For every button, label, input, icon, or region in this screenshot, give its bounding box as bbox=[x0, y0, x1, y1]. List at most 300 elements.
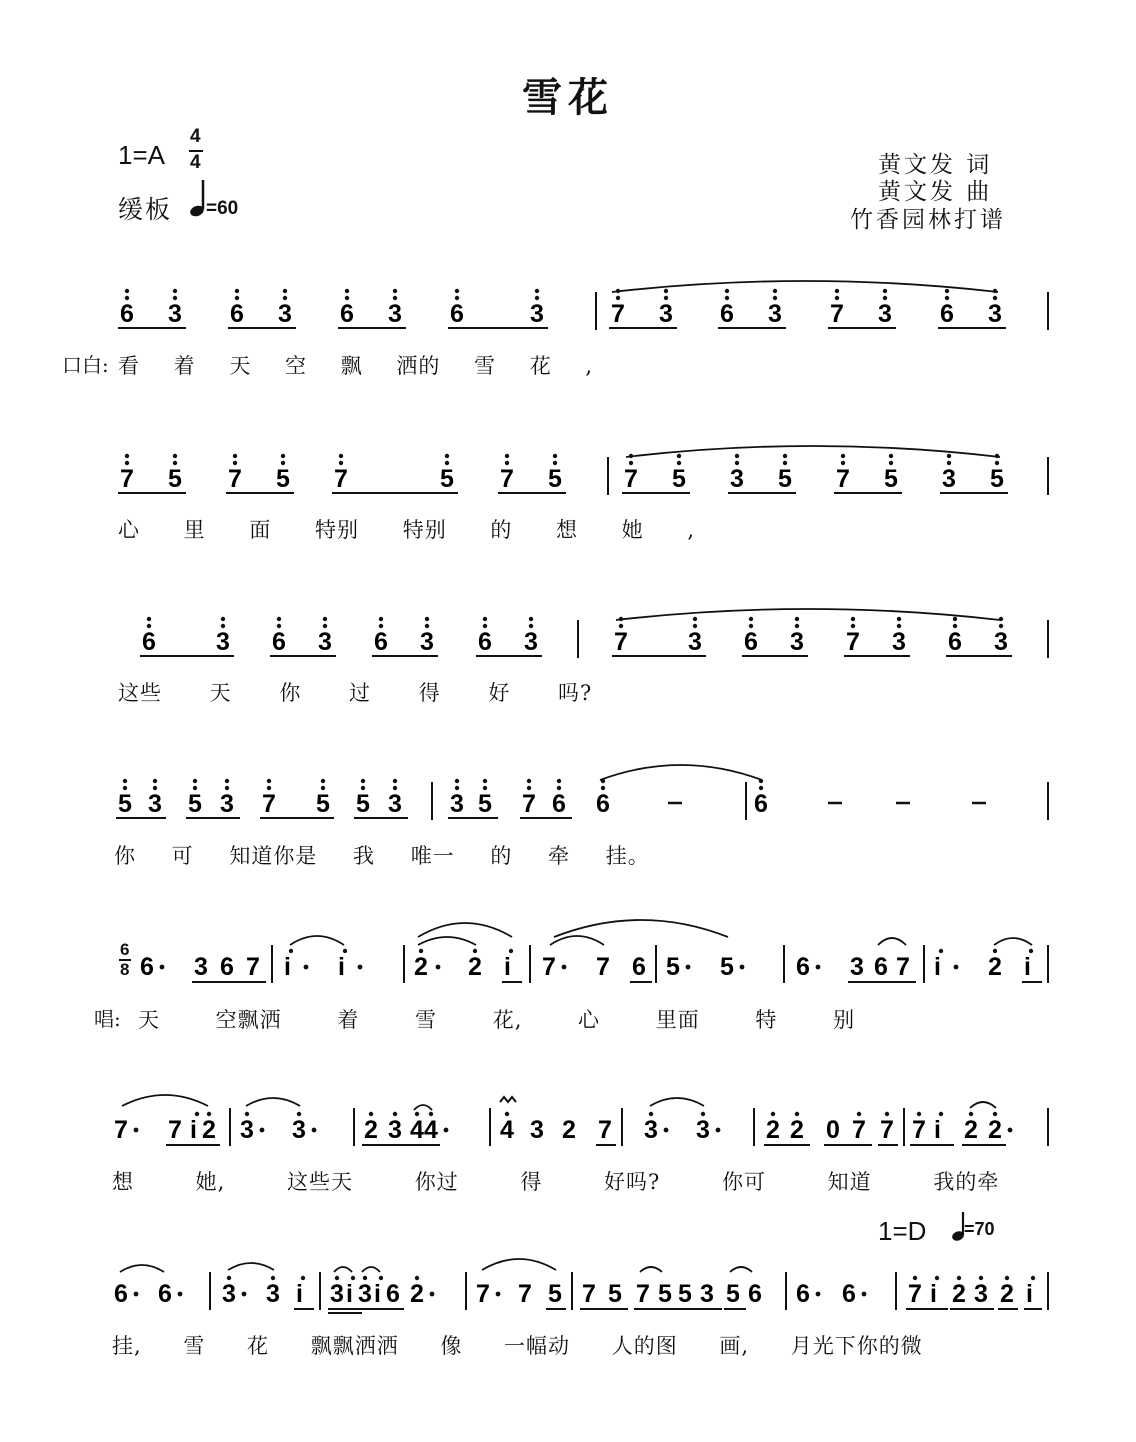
note: 5 bbox=[440, 465, 454, 493]
octave-dot bbox=[889, 461, 893, 465]
augmentation-dot bbox=[134, 1292, 139, 1297]
octave-dot bbox=[664, 289, 668, 293]
octave-dot bbox=[935, 1276, 939, 1280]
note: 3 bbox=[790, 628, 804, 656]
octave-dot bbox=[883, 296, 887, 300]
octave-dot bbox=[445, 454, 449, 458]
note: 3 bbox=[688, 628, 702, 656]
octave-dot bbox=[783, 461, 787, 465]
octave-dot bbox=[1031, 1276, 1035, 1280]
octave-dot bbox=[535, 296, 539, 300]
note: i bbox=[338, 953, 345, 981]
note: 3 bbox=[330, 1280, 344, 1308]
lyric-line-2: 心 里 面 特别 特别 的 想 她 , bbox=[118, 518, 696, 542]
octave-dot bbox=[415, 1112, 419, 1116]
slur bbox=[418, 937, 476, 945]
octave-dot bbox=[557, 779, 561, 783]
note: 7 bbox=[830, 300, 844, 328]
song-title: 雪花 bbox=[522, 74, 614, 121]
note: 7 bbox=[334, 465, 348, 493]
note: 2 bbox=[202, 1116, 216, 1144]
note: 7 bbox=[852, 1116, 866, 1144]
octave-dot bbox=[125, 289, 129, 293]
note: 6 bbox=[340, 300, 354, 328]
augmentation-dot bbox=[716, 1128, 721, 1133]
octave-dot bbox=[281, 454, 285, 458]
octave-dot bbox=[735, 454, 739, 458]
slur bbox=[650, 1098, 704, 1106]
octave-dot bbox=[271, 1276, 275, 1280]
octave-dot bbox=[455, 289, 459, 293]
tempo-marking: 缓板 bbox=[118, 195, 173, 224]
octave-dot bbox=[969, 1112, 973, 1116]
note: 3 bbox=[318, 628, 332, 656]
note: 0 bbox=[826, 1116, 840, 1144]
octave-dot bbox=[735, 461, 739, 465]
augmentation-dot bbox=[740, 965, 745, 970]
note: 2 bbox=[364, 1116, 378, 1144]
note: i bbox=[296, 1280, 303, 1308]
note: i bbox=[346, 1280, 353, 1308]
octave-dot bbox=[335, 1276, 339, 1280]
time-signature-bottom: 4 bbox=[190, 152, 201, 173]
note: 6 bbox=[158, 1280, 172, 1308]
octave-dot bbox=[995, 461, 999, 465]
octave-dot bbox=[225, 779, 229, 783]
note: 2 bbox=[414, 953, 428, 981]
octave-dot bbox=[917, 1112, 921, 1116]
octave-dot bbox=[619, 624, 623, 628]
octave-dot bbox=[235, 296, 239, 300]
note: 6 bbox=[120, 300, 134, 328]
octave-dot bbox=[283, 289, 287, 293]
note: 2 bbox=[562, 1116, 576, 1144]
augmentation-dot bbox=[496, 1292, 501, 1297]
octave-dot bbox=[123, 786, 127, 790]
note: 6 bbox=[796, 1280, 810, 1308]
note: 3 bbox=[388, 1116, 402, 1144]
octave-dot bbox=[553, 461, 557, 465]
note: 6 bbox=[940, 300, 954, 328]
note: 2 bbox=[988, 1116, 1002, 1144]
note: 3 bbox=[700, 1280, 714, 1308]
octave-dot bbox=[795, 624, 799, 628]
octave-dot bbox=[221, 624, 225, 628]
octave-dot bbox=[505, 461, 509, 465]
note: 6 bbox=[230, 300, 244, 328]
octave-dot bbox=[245, 1112, 249, 1116]
augmentation-dot bbox=[562, 965, 567, 970]
note: 7 bbox=[168, 1116, 182, 1144]
octave-dot bbox=[953, 617, 957, 621]
octave-dot bbox=[227, 1276, 231, 1280]
augmentation-dot bbox=[954, 965, 959, 970]
octave-dot bbox=[233, 461, 237, 465]
augmentation-dot bbox=[686, 965, 691, 970]
augmentation-dot bbox=[304, 965, 309, 970]
octave-dot bbox=[616, 296, 620, 300]
augmentation-dot bbox=[160, 965, 165, 970]
note: 6 bbox=[142, 628, 156, 656]
lyric-line-7: 挂, 雪 花 飘飘洒洒 像 一幅动 人的图 画, 月光下你的微 bbox=[112, 1334, 923, 1358]
note: 3 bbox=[194, 953, 208, 981]
slur bbox=[482, 1259, 556, 1270]
octave-dot bbox=[999, 624, 1003, 628]
spoken-label: 口白: bbox=[62, 353, 109, 377]
octave-dot bbox=[947, 461, 951, 465]
note: 7 bbox=[262, 790, 276, 818]
octave-dot bbox=[553, 454, 557, 458]
note: 7 bbox=[908, 1280, 922, 1308]
note: 2 bbox=[952, 1280, 966, 1308]
octave-dot bbox=[455, 296, 459, 300]
octave-dot bbox=[979, 1276, 983, 1280]
augmentation-dot bbox=[444, 1128, 449, 1133]
note: 6 bbox=[748, 1280, 762, 1308]
note: 7 bbox=[582, 1280, 596, 1308]
octave-dot bbox=[425, 617, 429, 621]
slur bbox=[414, 1105, 432, 1110]
octave-dot bbox=[379, 1276, 383, 1280]
note: 5 bbox=[990, 465, 1004, 493]
slur bbox=[878, 938, 906, 945]
note: 3 bbox=[850, 953, 864, 981]
note: 5 bbox=[884, 465, 898, 493]
octave-dot bbox=[835, 289, 839, 293]
slur bbox=[228, 1263, 274, 1270]
octave-dot bbox=[725, 289, 729, 293]
note: 6 bbox=[842, 1280, 856, 1308]
note: 7 bbox=[896, 953, 910, 981]
octave-dot bbox=[505, 1112, 509, 1116]
augmentation-dot bbox=[1008, 1128, 1013, 1133]
note: 5 bbox=[548, 465, 562, 493]
note: 3 bbox=[659, 300, 673, 328]
octave-dot bbox=[267, 779, 271, 783]
note: 2 bbox=[964, 1116, 978, 1144]
octave-dot bbox=[841, 461, 845, 465]
octave-dot bbox=[1029, 949, 1033, 953]
note: 6 bbox=[450, 300, 464, 328]
slur bbox=[246, 1098, 300, 1106]
note: 6 bbox=[374, 628, 388, 656]
note: 3 bbox=[768, 300, 782, 328]
octave-dot bbox=[795, 617, 799, 621]
octave-dot bbox=[883, 289, 887, 293]
slur bbox=[640, 1267, 662, 1272]
note: 6 bbox=[744, 628, 758, 656]
lyricist-credit: 黄文发 词 bbox=[878, 152, 993, 178]
note: 7 bbox=[598, 1116, 612, 1144]
note: 6 bbox=[478, 628, 492, 656]
note: i bbox=[504, 953, 511, 981]
lyric-line-4: 你 可 知道你是 我 唯一 的 牵 挂。 bbox=[114, 844, 650, 868]
note: 7 bbox=[611, 300, 625, 328]
mordent-ornament bbox=[500, 1097, 516, 1102]
note: 7 bbox=[228, 465, 242, 493]
octave-dot bbox=[323, 624, 327, 628]
note: 5 bbox=[726, 1280, 740, 1308]
note: 7 bbox=[624, 465, 638, 493]
octave-dot bbox=[529, 624, 533, 628]
octave-dot bbox=[945, 296, 949, 300]
octave-dot bbox=[125, 454, 129, 458]
slur bbox=[418, 923, 512, 937]
note: 3 bbox=[358, 1280, 372, 1308]
octave-dot bbox=[321, 786, 325, 790]
octave-dot bbox=[795, 1112, 799, 1116]
note: 2 bbox=[1000, 1280, 1014, 1308]
note: 7 bbox=[114, 1116, 128, 1144]
note: 5 bbox=[666, 953, 680, 981]
octave-dot bbox=[233, 454, 237, 458]
octave-dot bbox=[361, 779, 365, 783]
augmentation-dot bbox=[312, 1128, 317, 1133]
lyric-line-3: 这些 天 你 过 得 好 吗? bbox=[118, 681, 593, 705]
note: i bbox=[934, 953, 941, 981]
slur bbox=[550, 936, 604, 945]
octave-dot bbox=[649, 1112, 653, 1116]
note: 7 bbox=[636, 1280, 650, 1308]
octave-dot bbox=[125, 296, 129, 300]
slur bbox=[362, 1267, 380, 1272]
note: 2 bbox=[766, 1116, 780, 1144]
octave-dot bbox=[235, 289, 239, 293]
octave-dot bbox=[529, 617, 533, 621]
octave-dot bbox=[851, 617, 855, 621]
note: 4 bbox=[424, 1116, 438, 1144]
note: 5 bbox=[608, 1280, 622, 1308]
note: 3 bbox=[148, 790, 162, 818]
octave-dot bbox=[153, 786, 157, 790]
augmentation-dot bbox=[358, 965, 363, 970]
note: 7 bbox=[836, 465, 850, 493]
augmentation-dot bbox=[242, 1292, 247, 1297]
octave-dot bbox=[693, 624, 697, 628]
octave-dot bbox=[483, 779, 487, 783]
octave-dot bbox=[993, 949, 997, 953]
octave-dot bbox=[345, 296, 349, 300]
octave-dot bbox=[173, 296, 177, 300]
note: 5 bbox=[478, 790, 492, 818]
octave-dot bbox=[473, 949, 477, 953]
octave-dot bbox=[947, 454, 951, 458]
slur bbox=[626, 446, 1000, 457]
octave-dot bbox=[527, 779, 531, 783]
note: 7 bbox=[596, 953, 610, 981]
transcriber-credit: 竹香园林打谱 bbox=[850, 207, 1006, 233]
octave-dot bbox=[835, 296, 839, 300]
octave-dot bbox=[277, 617, 281, 621]
note: 6 bbox=[114, 1280, 128, 1308]
note: 5 bbox=[778, 465, 792, 493]
note: 3 bbox=[420, 628, 434, 656]
note: i bbox=[1024, 953, 1031, 981]
note: 3 bbox=[892, 628, 906, 656]
octave-dot bbox=[939, 1112, 943, 1116]
note: i bbox=[1026, 1280, 1033, 1308]
note: 3 bbox=[942, 465, 956, 493]
octave-dot bbox=[193, 786, 197, 790]
octave-dot bbox=[419, 949, 423, 953]
key-signature: 1=A bbox=[118, 140, 165, 170]
lyric-line-1: 看 着 天 空 飘 洒的 雪 花 , bbox=[118, 354, 594, 378]
note: 6 bbox=[948, 628, 962, 656]
note: 2 bbox=[468, 953, 482, 981]
note: 3 bbox=[388, 790, 402, 818]
note: 3 bbox=[730, 465, 744, 493]
octave-dot bbox=[677, 461, 681, 465]
octave-dot bbox=[393, 786, 397, 790]
octave-dot bbox=[393, 1112, 397, 1116]
octave-dot bbox=[483, 786, 487, 790]
octave-dot bbox=[483, 624, 487, 628]
octave-dot bbox=[301, 1276, 305, 1280]
note: 4 bbox=[410, 1116, 424, 1144]
octave-dot bbox=[153, 779, 157, 783]
octave-dot bbox=[173, 461, 177, 465]
octave-dot bbox=[221, 617, 225, 621]
note: 2 bbox=[790, 1116, 804, 1144]
note: 3 bbox=[388, 300, 402, 328]
slur bbox=[600, 765, 762, 780]
augmentation-dot bbox=[816, 965, 821, 970]
note: 5 bbox=[548, 1280, 562, 1308]
note: 3 bbox=[216, 628, 230, 656]
note: 3 bbox=[530, 1116, 544, 1144]
slur bbox=[334, 1267, 352, 1272]
augmentation-dot bbox=[664, 1128, 669, 1133]
note: 4 bbox=[500, 1116, 514, 1144]
octave-dot bbox=[393, 289, 397, 293]
octave-dot bbox=[339, 461, 343, 465]
octave-dot bbox=[629, 461, 633, 465]
slur bbox=[612, 281, 998, 292]
octave-dot bbox=[509, 949, 513, 953]
octave-dot bbox=[505, 454, 509, 458]
note: 7 bbox=[500, 465, 514, 493]
note: 7 bbox=[518, 1280, 532, 1308]
octave-dot bbox=[759, 786, 763, 790]
note: 2 bbox=[410, 1280, 424, 1308]
octave-dot bbox=[379, 624, 383, 628]
octave-dot bbox=[445, 461, 449, 465]
slur bbox=[616, 609, 1000, 620]
note: 3 bbox=[988, 300, 1002, 328]
octave-dot bbox=[725, 296, 729, 300]
octave-dot bbox=[953, 624, 957, 628]
note: 6 bbox=[552, 790, 566, 818]
note: 3 bbox=[994, 628, 1008, 656]
augmentation-dot bbox=[430, 1292, 435, 1297]
tempo-change: =70 bbox=[964, 1219, 995, 1239]
augmentation-dot bbox=[260, 1128, 265, 1133]
note: 5 bbox=[672, 465, 686, 493]
octave-dot bbox=[361, 786, 365, 790]
note: 6 bbox=[720, 300, 734, 328]
octave-dot bbox=[913, 1276, 917, 1280]
octave-dot bbox=[693, 617, 697, 621]
note: 6 bbox=[220, 953, 234, 981]
octave-dot bbox=[527, 786, 531, 790]
octave-dot bbox=[339, 454, 343, 458]
note: 3 bbox=[450, 790, 464, 818]
octave-dot bbox=[993, 296, 997, 300]
octave-dot bbox=[897, 617, 901, 621]
octave-dot bbox=[783, 454, 787, 458]
octave-dot bbox=[297, 1112, 301, 1116]
octave-dot bbox=[851, 624, 855, 628]
note: 3 bbox=[220, 790, 234, 818]
slur bbox=[120, 1265, 164, 1272]
key-change: 1=D bbox=[878, 1216, 927, 1246]
note: 7 bbox=[846, 628, 860, 656]
octave-dot bbox=[415, 1276, 419, 1280]
note: 7 bbox=[614, 628, 628, 656]
octave-dot bbox=[773, 296, 777, 300]
octave-dot bbox=[345, 289, 349, 293]
note: i bbox=[284, 953, 291, 981]
note: 5 bbox=[168, 465, 182, 493]
octave-dot bbox=[483, 617, 487, 621]
octave-dot bbox=[897, 624, 901, 628]
augmentation-dot bbox=[862, 1292, 867, 1297]
octave-dot bbox=[379, 617, 383, 621]
octave-dot bbox=[277, 624, 281, 628]
octave-dot bbox=[343, 949, 347, 953]
octave-dot bbox=[173, 289, 177, 293]
octave-dot bbox=[267, 786, 271, 790]
note: 6 bbox=[386, 1280, 400, 1308]
octave-dot bbox=[351, 1276, 355, 1280]
octave-dot bbox=[455, 779, 459, 783]
octave-dot bbox=[225, 786, 229, 790]
octave-dot bbox=[323, 617, 327, 621]
octave-dot bbox=[841, 454, 845, 458]
octave-dot bbox=[857, 1112, 861, 1116]
octave-dot bbox=[601, 786, 605, 790]
slur bbox=[730, 1267, 752, 1272]
lyric-line-5: 天 空飘洒 着 雪 花, 心 里面 特 别 bbox=[138, 1008, 856, 1032]
octave-dot bbox=[393, 296, 397, 300]
note: 5 bbox=[118, 790, 132, 818]
octave-dot bbox=[945, 289, 949, 293]
note: 5 bbox=[658, 1280, 672, 1308]
octave-dot bbox=[535, 289, 539, 293]
note: 3 bbox=[292, 1116, 306, 1144]
octave-dot bbox=[455, 786, 459, 790]
note: 6 bbox=[632, 953, 646, 981]
slur bbox=[122, 1095, 208, 1106]
note: 5 bbox=[276, 465, 290, 493]
note: 3 bbox=[644, 1116, 658, 1144]
octave-dot bbox=[147, 617, 151, 621]
note: 6 bbox=[272, 628, 286, 656]
octave-dot bbox=[193, 779, 197, 783]
time-signature-top: 4 bbox=[190, 126, 201, 147]
note: i bbox=[934, 1116, 941, 1144]
octave-dot bbox=[147, 624, 151, 628]
note: 5 bbox=[316, 790, 330, 818]
note: 6 bbox=[140, 953, 154, 981]
note: 5 bbox=[720, 953, 734, 981]
compound-time-bottom: 8 bbox=[120, 960, 130, 979]
octave-dot bbox=[289, 949, 293, 953]
octave-dot bbox=[195, 1112, 199, 1116]
note: 7 bbox=[120, 465, 134, 493]
note: 7 bbox=[542, 953, 556, 981]
octave-dot bbox=[363, 1276, 367, 1280]
